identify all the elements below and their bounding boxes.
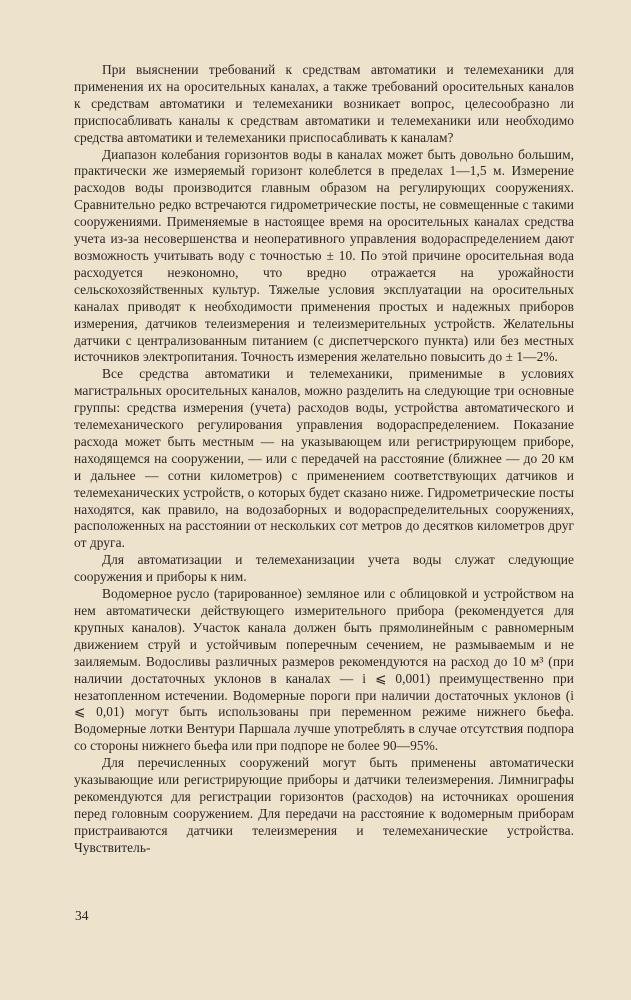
paragraph-4: Для автоматизации и телемеханизации учета воды служат следующие сооружения и приборы к ним.	[74, 552, 574, 585]
paragraph-6: Для перечисленных сооружений могут быть применены автоматически указывающие или регистрирующие приборы и датчики телеизмерения. Лимниграфы рекомендуются для регистрации горизонтов (расходов) на источниках орошения перед головным сооружением. Для передачи на расстояние к водомерным приборам пристраиваются датчики телеизмерения и телемеханические устройства. Чувствитель-	[74, 755, 574, 855]
body-text	[74, 62, 574, 857]
paragraph-1: При выяснении требований к средствам автоматики и телемеханики для применения их на оросительных каналах, а также требований оросительных каналов к средствам автоматики и телемеханики возникает вопрос, целесообразно ли приспосабливать каналы к средствам автоматики и телемеханики или необходимо средства автоматики и телемеханики приспосабливать к каналам?	[74, 62, 574, 145]
paragraph-3: Все средства автоматики и телемеханики, применимые в условиях магистральных оросительных каналов, можно разделить на следующие три основные группы: средства измерения (учета) расходов воды, устройства автоматического и телемеханического регулирования управления водораспределением. Показание расхода может быть местным — на указывающем или регистрирующем приборе, находящемся на сооружении, — или с передачей на расстояние (ближнее — до 20 км и дальнее — сотни километров) с применением соответствующих датчиков и телемеханических устройств, о которых будет сказано ниже. Гидрометрические посты находятся, как правило, на водозаборных и водораспределительных сооружениях, расположенных на расстоянии от нескольких сот метров до десятков километров друг от друга.	[74, 366, 574, 551]
paragraph-5: Водомерное русло (тарированное) земляное или с облицовкой и устройством на нем автоматически действующего измерительного прибора (рекомендуется для крупных каналов). Участок канала должен быть прямолинейным с равномерным движением струй и устойчивым поперечным сечением, не размываемым и не заиляемым. Водосливы различных размеров рекомендуются на расход до 10 м³ (при наличии достаточных уклонов в каналах — i ⩽ 0,001) преимущественно при незатопленном истечении. Водомерные пороги при наличии достаточных уклонов (i ⩽ 0,01) могут быть использованы при переменном режиме нижнего бьефа. Водомерные лотки Вентури Паршала лучше употреблять в случае отсутствия подпора со стороны нижнего бьефа или при подпоре не более 90—95%.	[74, 586, 574, 754]
paragraph-2: Диапазон колебания горизонтов воды в каналах может быть довольно большим, практически же измеряемый горизонт колеблется в пределах 1—1,5 м. Измерение расходов воды производится главным образом на регулирующих сооружениях. Сравнительно редко встречаются гидрометрические посты, не совмещенные с такими сооружениями. Применяемые в настоящее время на оросительных каналах средства учета из-за несовершенства и неоперативного управления водораспределением дают возможность учитывать воду с точностью ± 10. По этой причине оросительная вода расходуется неэкономно, что вредно отражается на урожайности сельскохозяйственных культур. Тяжелые условия эксплуатации на оросительных каналах приводят к необходимости применения простых и надежных приборов измерения, датчиков телеизмерения и телеизмерительных устройств. Желательны датчики с централизованным питанием (с диспетчерского пункта) или без местных источников электропитания. Точность измерения желательно повысить до ± 1—2%.	[74, 146, 574, 365]
page-number: 34	[75, 908, 89, 923]
